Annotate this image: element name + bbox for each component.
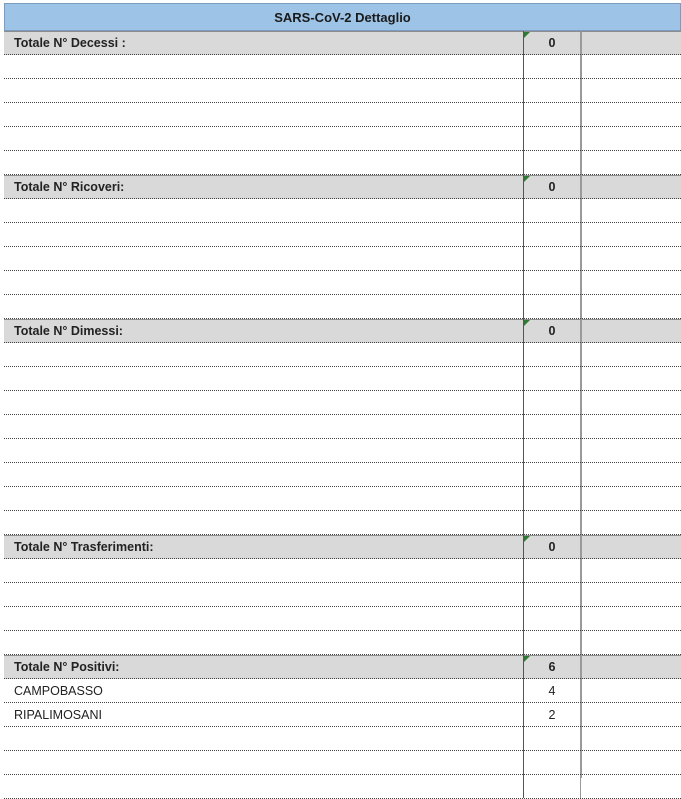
empty-row[interactable] — [4, 487, 681, 511]
section-total-value: 0 — [548, 36, 556, 50]
empty-row[interactable] — [4, 583, 681, 607]
empty-cell[interactable] — [4, 223, 523, 246]
section-header-row — [4, 535, 681, 559]
empty-cell[interactable] — [523, 487, 581, 510]
empty-row[interactable] — [4, 247, 681, 271]
empty-cell[interactable] — [581, 151, 681, 174]
empty-cell[interactable] — [4, 439, 523, 462]
empty-cell[interactable] — [581, 223, 681, 246]
empty-cell[interactable] — [4, 391, 523, 414]
comment-marker-icon — [524, 656, 530, 662]
row-name-cell[interactable]: RIPALIMOSANI — [14, 707, 102, 722]
section-label[interactable]: Totale N° Positivi: — [14, 660, 120, 674]
section-header-row — [4, 31, 681, 55]
empty-cell[interactable] — [4, 199, 523, 222]
empty-cell[interactable] — [523, 295, 581, 318]
empty-cell[interactable] — [4, 151, 523, 174]
empty-cell[interactable] — [581, 295, 681, 318]
section-label[interactable]: Totale N° Ricoveri: — [14, 180, 125, 194]
empty-cell[interactable] — [581, 176, 681, 198]
empty-row[interactable] — [4, 439, 681, 463]
empty-cell[interactable] — [581, 607, 681, 630]
empty-cell[interactable] — [4, 295, 523, 318]
empty-cell[interactable] — [4, 775, 523, 798]
comment-marker-icon — [524, 320, 530, 326]
empty-cell[interactable] — [4, 631, 523, 654]
empty-cell[interactable] — [523, 199, 581, 222]
empty-cell[interactable] — [4, 607, 523, 630]
comment-marker-icon — [524, 536, 530, 542]
empty-row[interactable] — [4, 271, 681, 295]
empty-cell[interactable] — [523, 631, 581, 654]
section-label[interactable]: Totale N° Trasferimenti: — [14, 540, 154, 554]
empty-row[interactable] — [4, 343, 681, 367]
empty-row[interactable] — [4, 367, 681, 391]
row-value-cell[interactable]: 4 — [523, 679, 581, 702]
sheet-title: SARS-CoV-2 Dettaglio — [4, 3, 681, 31]
empty-cell[interactable] — [581, 415, 681, 438]
empty-cell[interactable] — [4, 559, 523, 582]
empty-row[interactable] — [4, 631, 681, 655]
empty-row[interactable] — [4, 151, 681, 175]
empty-cell[interactable] — [581, 103, 681, 126]
empty-cell[interactable] — [523, 559, 581, 582]
empty-cell[interactable] — [523, 247, 581, 270]
empty-cell[interactable] — [581, 367, 681, 390]
empty-row[interactable] — [4, 607, 681, 631]
empty-row[interactable] — [4, 415, 681, 439]
section-total-cell[interactable] — [523, 32, 581, 54]
empty-cell[interactable] — [523, 271, 581, 294]
empty-cell[interactable] — [581, 536, 681, 558]
empty-row[interactable] — [4, 55, 681, 79]
empty-cell[interactable] — [581, 679, 681, 702]
section-header-row — [4, 175, 681, 199]
empty-cell[interactable] — [581, 127, 681, 150]
empty-cell[interactable] — [523, 775, 581, 798]
empty-cell[interactable] — [581, 559, 681, 582]
empty-row[interactable] — [4, 463, 681, 487]
empty-cell[interactable] — [4, 271, 523, 294]
empty-cell[interactable] — [581, 775, 681, 798]
section-label[interactable]: Totale N° Decessi : — [14, 36, 126, 50]
empty-cell[interactable] — [523, 55, 581, 78]
empty-cell[interactable] — [4, 487, 523, 510]
empty-cell[interactable] — [581, 583, 681, 606]
empty-cell[interactable] — [4, 511, 523, 534]
empty-row[interactable] — [4, 391, 681, 415]
empty-cell[interactable] — [4, 463, 523, 486]
empty-cell[interactable] — [4, 103, 523, 126]
empty-cell[interactable] — [523, 511, 581, 534]
empty-cell[interactable] — [581, 343, 681, 366]
empty-cell[interactable] — [581, 656, 681, 678]
empty-cell[interactable] — [4, 367, 523, 390]
extra-column-border — [581, 31, 582, 778]
empty-cell[interactable] — [523, 463, 581, 486]
empty-cell[interactable] — [4, 247, 523, 270]
empty-cell[interactable] — [523, 727, 581, 750]
empty-cell[interactable] — [523, 151, 581, 174]
empty-cell[interactable] — [581, 79, 681, 102]
empty-cell[interactable] — [4, 127, 523, 150]
row-name-cell[interactable]: CAMPOBASSO — [14, 683, 103, 698]
section-total-cell[interactable] — [523, 176, 581, 198]
empty-cell[interactable] — [581, 247, 681, 270]
empty-cell[interactable] — [581, 751, 681, 774]
empty-cell[interactable] — [523, 391, 581, 414]
empty-row[interactable] — [4, 727, 681, 751]
empty-cell[interactable] — [523, 223, 581, 246]
section-total-value: 0 — [548, 324, 556, 338]
empty-cell[interactable] — [581, 439, 681, 462]
comment-marker-icon — [524, 32, 530, 38]
empty-cell[interactable] — [581, 391, 681, 414]
table-row — [4, 703, 681, 727]
comment-marker-icon — [524, 176, 530, 182]
table-row — [4, 679, 681, 703]
empty-cell[interactable] — [581, 320, 681, 342]
section-label[interactable]: Totale N° Dimessi: — [14, 324, 123, 338]
empty-cell[interactable] — [581, 199, 681, 222]
empty-cell[interactable] — [581, 271, 681, 294]
section-total-value: 6 — [548, 660, 556, 674]
empty-cell[interactable] — [581, 32, 681, 54]
empty-row[interactable] — [4, 559, 681, 583]
empty-cell[interactable] — [581, 511, 681, 534]
section-header-row — [4, 655, 681, 679]
section-total-cell[interactable] — [523, 656, 581, 678]
empty-cell[interactable] — [523, 103, 581, 126]
empty-cell[interactable] — [581, 463, 681, 486]
empty-cell[interactable] — [581, 631, 681, 654]
empty-cell[interactable] — [581, 55, 681, 78]
empty-cell[interactable] — [581, 487, 681, 510]
empty-cell[interactable] — [523, 607, 581, 630]
empty-cell[interactable] — [581, 727, 681, 750]
empty-cell[interactable] — [523, 415, 581, 438]
empty-cell[interactable] — [4, 55, 523, 78]
section-total-value: 0 — [548, 540, 556, 554]
empty-row[interactable] — [4, 103, 681, 127]
empty-cell[interactable] — [581, 703, 681, 726]
value-column-border — [523, 31, 524, 778]
empty-cell[interactable] — [523, 343, 581, 366]
empty-cell[interactable] — [4, 583, 523, 606]
empty-cell[interactable] — [523, 367, 581, 390]
section-total-cell[interactable] — [523, 320, 581, 342]
section-total-value: 0 — [548, 180, 556, 194]
empty-row[interactable] — [4, 79, 681, 103]
empty-row[interactable] — [4, 511, 681, 535]
empty-cell[interactable] — [523, 127, 581, 150]
empty-cell[interactable] — [4, 415, 523, 438]
empty-row[interactable] — [4, 199, 681, 223]
empty-cell[interactable] — [4, 727, 523, 750]
section-total-cell[interactable] — [523, 536, 581, 558]
section-header-row — [4, 319, 681, 343]
empty-cell[interactable] — [4, 79, 523, 102]
empty-cell[interactable] — [4, 343, 523, 366]
empty-row[interactable] — [4, 223, 681, 247]
empty-cell[interactable] — [523, 79, 581, 102]
empty-row[interactable] — [4, 127, 681, 151]
empty-row[interactable] — [4, 295, 681, 319]
empty-row[interactable] — [4, 751, 681, 775]
empty-cell[interactable] — [523, 751, 581, 774]
empty-cell[interactable] — [4, 751, 523, 774]
empty-row[interactable] — [4, 775, 681, 799]
empty-cell[interactable] — [523, 439, 581, 462]
row-value-cell[interactable]: 2 — [523, 703, 581, 726]
empty-cell[interactable] — [523, 583, 581, 606]
